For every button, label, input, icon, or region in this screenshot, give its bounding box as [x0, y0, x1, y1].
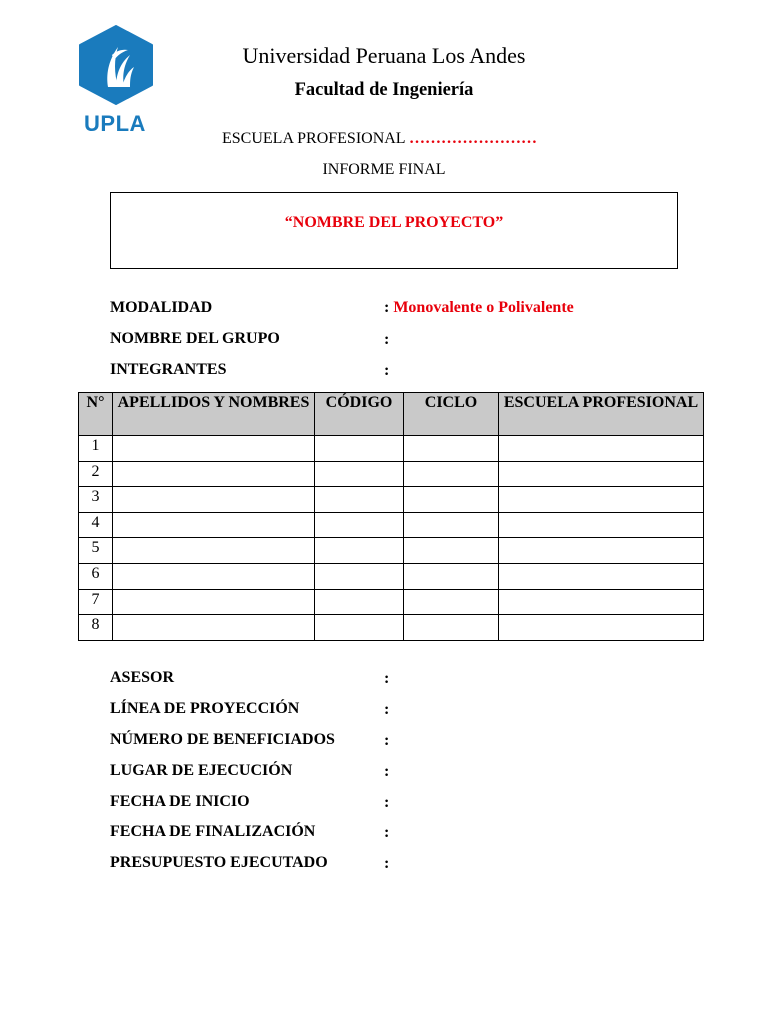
header-code: CÓDIGO: [315, 393, 404, 436]
colon: :: [384, 855, 390, 872]
colon: :: [384, 763, 390, 780]
cycle-cell[interactable]: [404, 615, 499, 641]
cycle-cell[interactable]: [404, 589, 499, 615]
header-number: N°: [79, 393, 113, 436]
row-number: 2: [79, 461, 113, 487]
row-number: 7: [79, 589, 113, 615]
header-school: ESCUELA PROFESIONAL: [499, 393, 704, 436]
code-cell[interactable]: [315, 563, 404, 589]
school-cell[interactable]: [499, 589, 704, 615]
cycle-cell[interactable]: [404, 563, 499, 589]
colon: :: [384, 732, 390, 749]
names-cell[interactable]: [113, 538, 315, 564]
table-row: [79, 538, 704, 564]
code-cell[interactable]: [315, 436, 404, 462]
logo-text: UPLA: [84, 111, 146, 136]
row-number: 1: [79, 436, 113, 462]
university-title: Universidad Peruana Los Andes: [242, 43, 526, 68]
names-cell[interactable]: [113, 615, 315, 641]
table-row: [79, 436, 704, 462]
names-cell[interactable]: [113, 589, 315, 615]
row-number: 5: [79, 538, 113, 564]
table-row: [79, 589, 704, 615]
colon: :: [384, 362, 390, 379]
code-cell[interactable]: [315, 487, 404, 513]
table-row: [79, 563, 704, 589]
table-row: [79, 461, 704, 487]
school-cell[interactable]: [499, 436, 704, 462]
start-date-label: FECHA DE INICIO: [110, 793, 250, 810]
names-cell[interactable]: [113, 563, 315, 589]
header-names: APELLIDOS Y NOMBRES: [113, 393, 315, 436]
school-label: ESCUELA PROFESIONAL: [222, 130, 405, 147]
location-label: LUGAR DE EJECUCIÓN: [110, 762, 293, 779]
colon: :: [384, 670, 390, 687]
report-title: INFORME FINAL: [322, 161, 446, 178]
code-cell[interactable]: [315, 461, 404, 487]
row-number: 3: [79, 487, 113, 513]
names-cell[interactable]: [113, 436, 315, 462]
names-cell[interactable]: [113, 512, 315, 538]
table-row: [79, 487, 704, 513]
end-date-label: FECHA DE FINALIZACIÓN: [110, 823, 316, 840]
school-cell[interactable]: [499, 487, 704, 513]
modalidad-value: Monovalente o Polivalente: [393, 299, 574, 316]
group-name-label: NOMBRE DEL GRUPO: [110, 330, 280, 347]
project-name-title: “NOMBRE DEL PROYECTO”: [284, 214, 504, 231]
code-cell[interactable]: [315, 615, 404, 641]
school-cell[interactable]: [499, 615, 704, 641]
modalidad-value-line: [384, 299, 574, 317]
beneficiaries-label: NÚMERO DE BENEFICIADOS: [110, 731, 335, 748]
names-cell[interactable]: [113, 487, 315, 513]
cycle-cell[interactable]: [404, 512, 499, 538]
cycle-cell[interactable]: [404, 436, 499, 462]
row-number: 4: [79, 512, 113, 538]
faculty-title: Facultad de Ingeniería: [294, 80, 474, 100]
colon: :: [384, 701, 390, 718]
members-table: [78, 392, 704, 641]
table-row: [79, 615, 704, 641]
projection-line-label: LÍNEA DE PROYECCIÓN: [110, 700, 300, 717]
colon: :: [384, 824, 390, 841]
names-cell[interactable]: [113, 461, 315, 487]
code-cell[interactable]: [315, 589, 404, 615]
colon: :: [384, 794, 390, 811]
school-cell[interactable]: [499, 563, 704, 589]
colon: :: [384, 331, 390, 348]
school-cell[interactable]: [499, 512, 704, 538]
colon: :: [384, 299, 390, 316]
advisor-label: ASESOR: [110, 669, 175, 686]
budget-label: PRESUPUESTO EJECUTADO: [110, 854, 328, 871]
members-label: INTEGRANTES: [110, 361, 227, 378]
code-cell[interactable]: [315, 512, 404, 538]
row-number: 6: [79, 563, 113, 589]
modalidad-label: MODALIDAD: [110, 299, 213, 316]
school-line: [222, 130, 537, 148]
table-row: [79, 512, 704, 538]
row-number: 8: [79, 615, 113, 641]
header-cycle: CICLO: [404, 393, 499, 436]
cycle-cell[interactable]: [404, 461, 499, 487]
code-cell[interactable]: [315, 538, 404, 564]
school-placeholder: ……………………: [408, 130, 537, 147]
cycle-cell[interactable]: [404, 487, 499, 513]
school-cell[interactable]: [499, 461, 704, 487]
school-cell[interactable]: [499, 538, 704, 564]
table-header-row: [79, 393, 704, 436]
cycle-cell[interactable]: [404, 538, 499, 564]
